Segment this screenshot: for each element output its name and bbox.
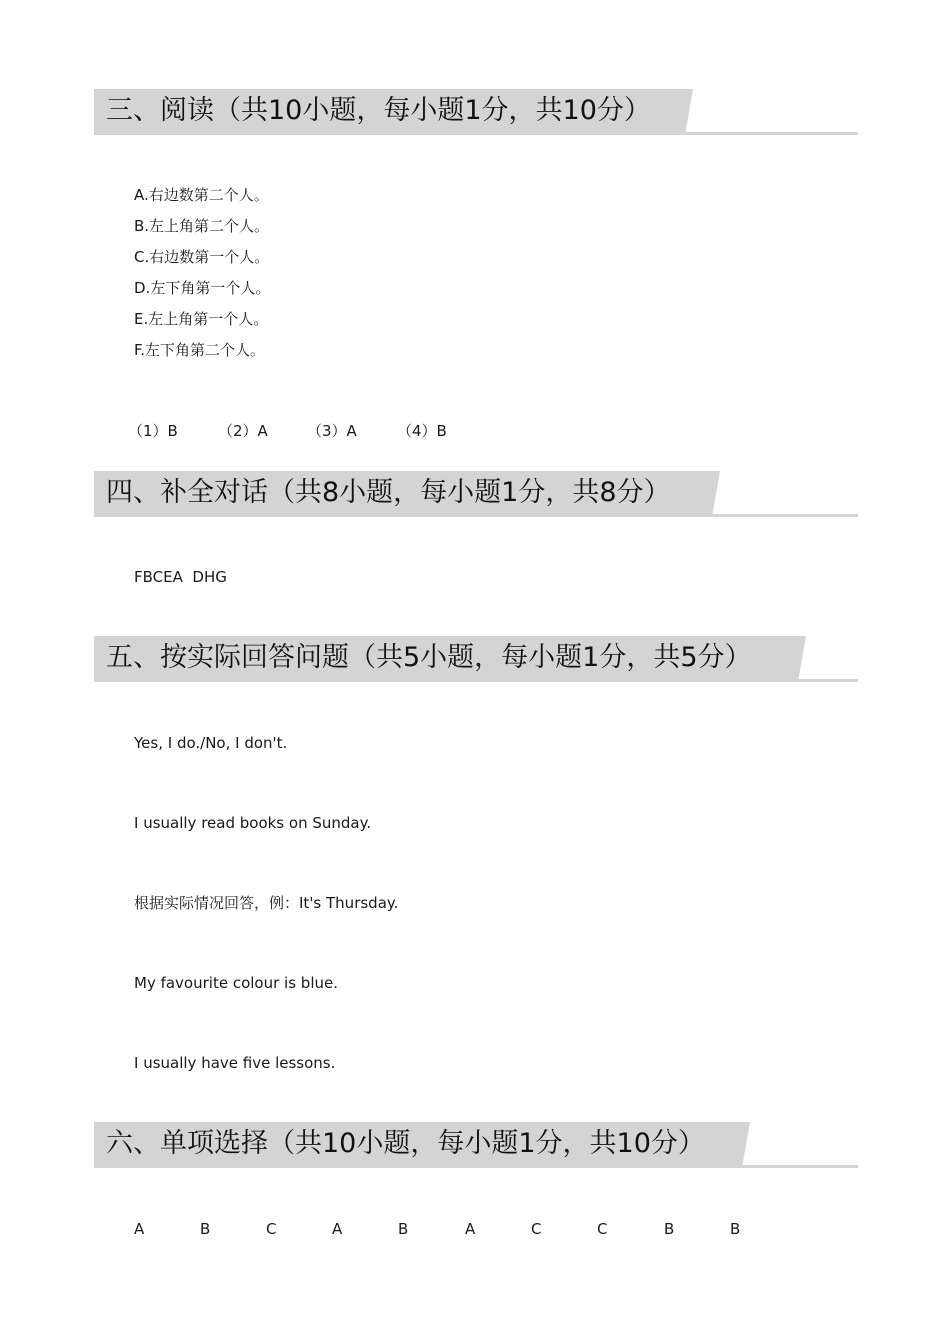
choice-answer-7: C [531,1220,542,1238]
question-answer-2: I usually read books on Sunday. [134,814,372,832]
section-title-questions: 五、按实际回答问题（共5小题，每小题1分，共5分） [106,642,752,673]
choice-answer-8: C [597,1220,608,1238]
question-answer-5: I usually have five lessons. [134,1054,336,1072]
reading-answer-4: （4）B [397,422,447,440]
reading-answer-2: （2）A [218,422,268,440]
dialogue-answer: FBCEA DHG [134,568,227,586]
reading-option-c: C.右边数第一个人。 [134,248,270,266]
reading-answer-1: （1）B [128,422,178,440]
reading-option-b: B.左上角第二个人。 [134,217,270,235]
choice-answer-4: A [332,1220,343,1238]
reading-option-d: D.左下角第一个人。 [134,279,271,297]
section-header-questions [94,636,858,682]
reading-option-f: F.左下角第二个人。 [134,341,265,359]
section-title-dialogue: 四、补全对话（共8小题，每小题1分，共8分） [106,477,671,508]
section-title-choice: 六、单项选择（共10小题，每小题1分，共10分） [106,1128,705,1159]
choice-answer-10: B [730,1220,741,1238]
choice-answer-6: A [465,1220,476,1238]
choice-answer-2: B [200,1220,211,1238]
choice-answer-3: C [266,1220,277,1238]
section-header-reading [94,89,858,135]
reading-option-e: E.左上角第一个人。 [134,310,269,328]
section-title-reading: 三、阅读（共10小题，每小题1分，共10分） [106,95,651,126]
section-header-choice [94,1122,858,1168]
reading-answer-3: （3）A [307,422,357,440]
question-answer-3: 根据实际情况回答，例：It's Thursday. [134,894,399,912]
question-answer-4: My favourite colour is blue. [134,974,338,992]
reading-option-a: A.右边数第二个人。 [134,186,269,204]
choice-answer-9: B [664,1220,675,1238]
section-header-dialogue [94,471,858,517]
choice-answer-1: A [134,1220,145,1238]
question-answer-1: Yes, I do./No, I don't. [134,734,288,752]
choice-answer-5: B [398,1220,409,1238]
